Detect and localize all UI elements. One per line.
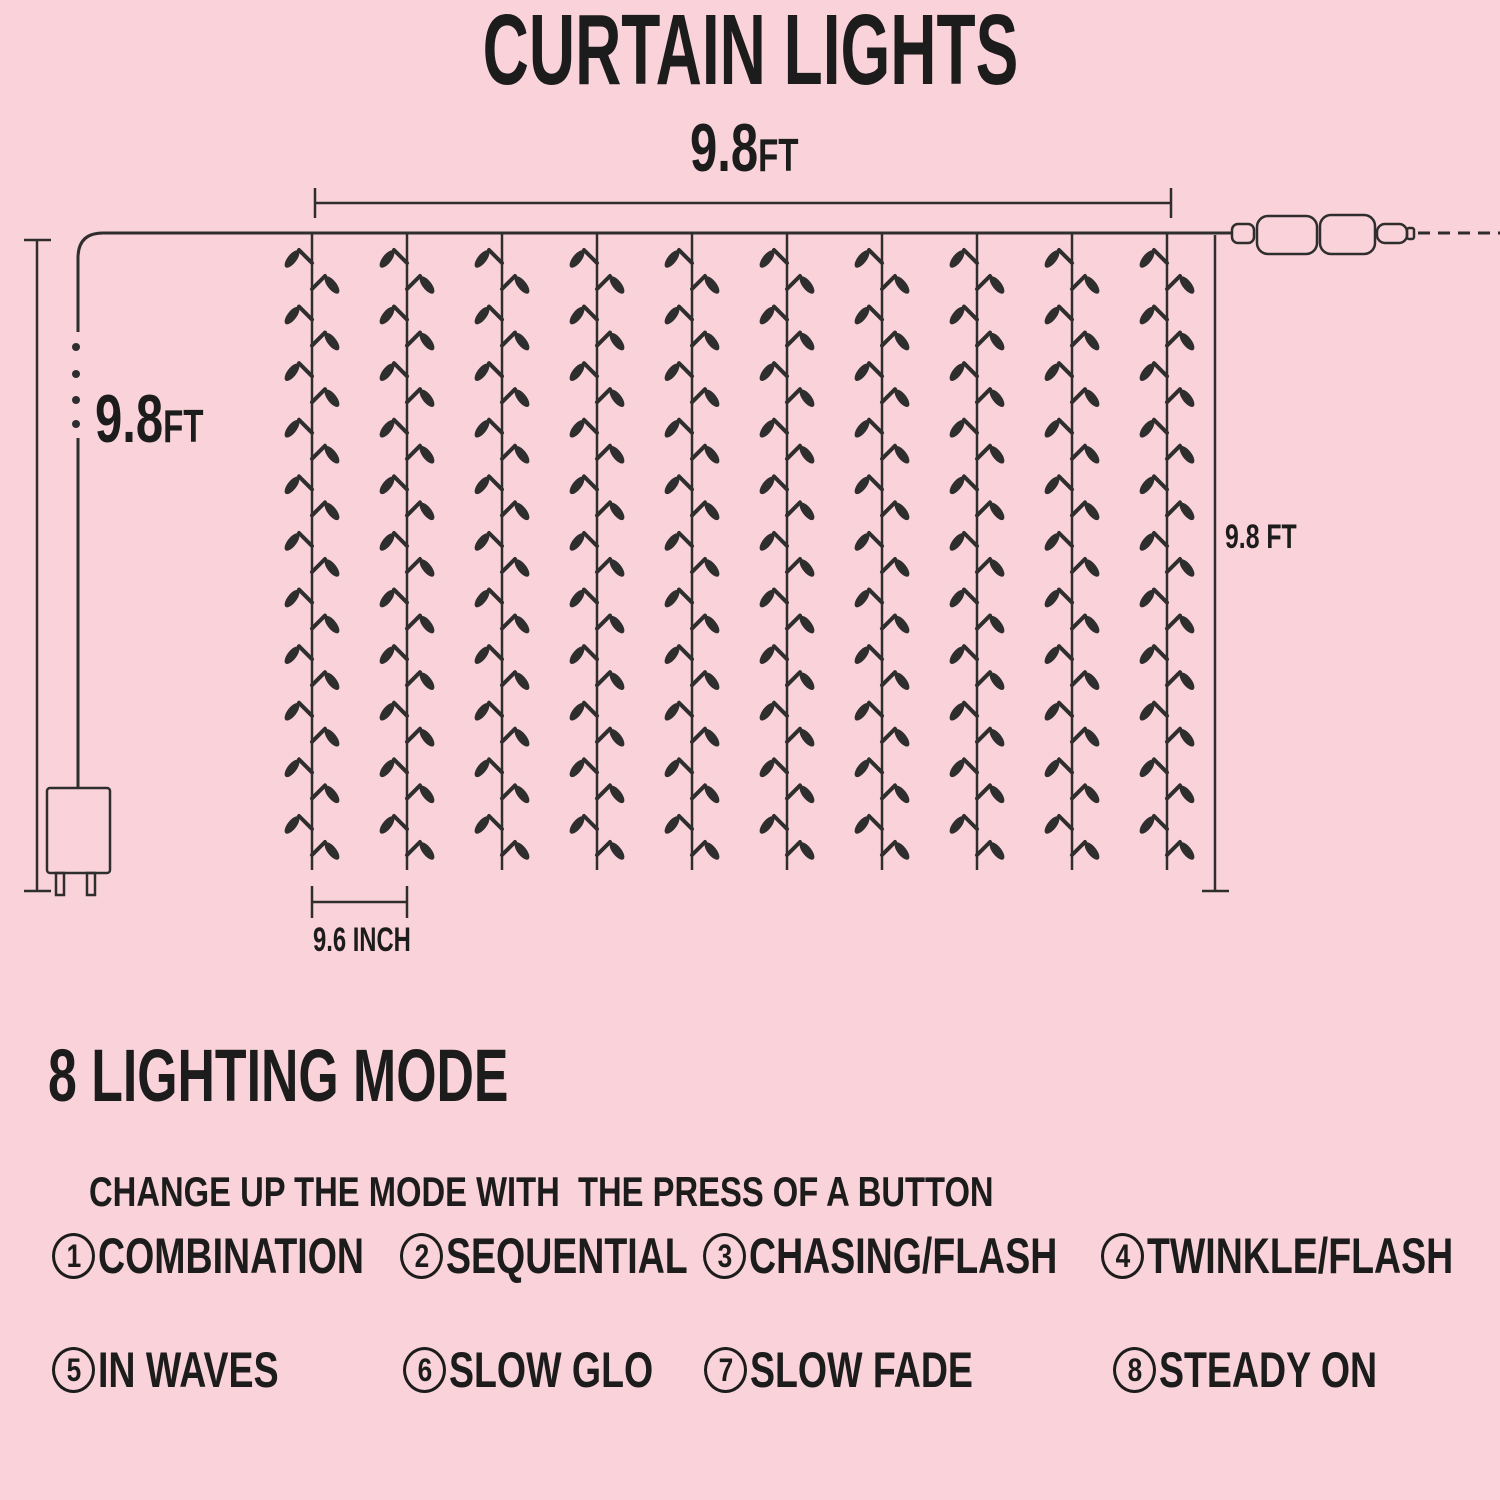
right-height-label: 9.8 FT xyxy=(1225,518,1297,556)
mode-label: SLOW FADE xyxy=(750,1342,973,1398)
left-height-label xyxy=(95,381,246,460)
mode-item-slow-glo xyxy=(403,1342,721,1398)
curtain-rail xyxy=(78,233,1232,332)
modes-heading: 8 LIGHTING MODE xyxy=(48,1034,509,1117)
mode-number-badge: 7 xyxy=(704,1347,747,1393)
power-cord xyxy=(72,343,80,788)
curtain-strands xyxy=(282,233,1197,870)
mode-label: IN WAVES xyxy=(98,1342,279,1398)
product-title xyxy=(0,0,1500,106)
mode-label: COMBINATION xyxy=(98,1228,364,1284)
mode-number-badge: 6 xyxy=(403,1347,446,1393)
width-label xyxy=(690,110,841,189)
mode-number-badge: 2 xyxy=(400,1233,443,1279)
mode-item-in-waves xyxy=(52,1342,339,1398)
width-dimension-line xyxy=(315,188,1171,218)
mode-item-chasing-flash xyxy=(703,1228,1160,1284)
mode-item-combination xyxy=(52,1228,453,1284)
mode-label: SLOW GLO xyxy=(449,1342,654,1398)
mode-number-badge: 4 xyxy=(1101,1233,1144,1279)
mode-item-slow-fade xyxy=(704,1342,1047,1398)
mode-label: SEQUENTIAL xyxy=(446,1228,688,1284)
spacing-label: 9.6 INCH xyxy=(313,921,411,959)
mode-label: TWINKLE/FLASH xyxy=(1147,1228,1454,1284)
width-unit: FT xyxy=(758,129,799,181)
modes-subheading: CHANGE UP THE MODE WITH THE PRESS OF A BUTTON xyxy=(88,1168,994,1215)
mode-item-steady-on xyxy=(1113,1342,1450,1398)
mode-number-badge: 3 xyxy=(703,1233,746,1279)
connector-plugs xyxy=(1232,215,1500,254)
mode-label: CHASING/FLASH xyxy=(749,1228,1058,1284)
mode-number-badge: 8 xyxy=(1113,1347,1156,1393)
product-title-text: CURTAIN LIGHTS xyxy=(482,0,1018,106)
mode-number-badge: 5 xyxy=(52,1347,95,1393)
spacing-dimension-line xyxy=(312,886,407,918)
width-value: 9.8 xyxy=(690,110,759,186)
mode-number-badge: 1 xyxy=(52,1233,95,1279)
power-plug xyxy=(47,788,110,895)
left-height-value: 9.8 xyxy=(95,381,164,457)
mode-label: STEADY ON xyxy=(1159,1342,1378,1398)
mode-item-twinkle-flash xyxy=(1101,1228,1500,1284)
right-height-line xyxy=(1202,235,1229,891)
left-height-unit: FT xyxy=(163,400,204,452)
